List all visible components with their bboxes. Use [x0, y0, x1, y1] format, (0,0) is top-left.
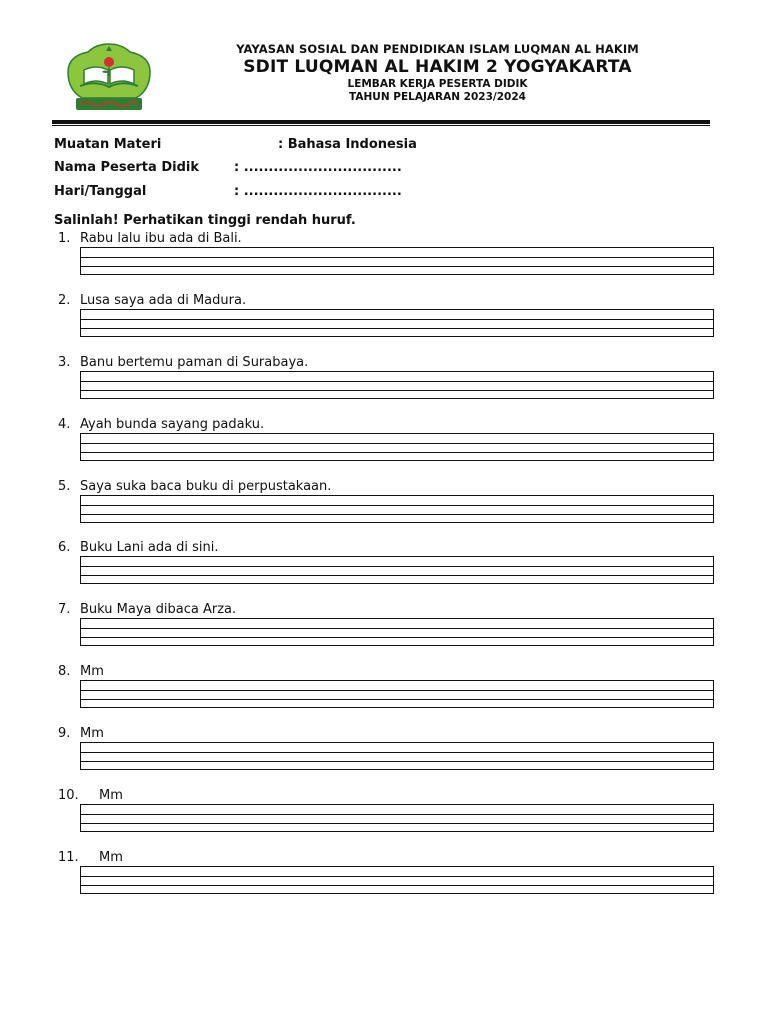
item-number: 3.	[58, 355, 71, 370]
writing-lines[interactable]	[80, 742, 714, 770]
worksheet-title: LEMBAR KERJA PESERTA DIDIK	[347, 78, 528, 90]
exercise-item	[0, 231, 768, 291]
writing-lines[interactable]	[80, 309, 714, 337]
item-number: 2.	[58, 293, 71, 308]
exercise-item	[0, 355, 768, 415]
header-divider-thin	[52, 125, 710, 126]
item-number: 5.	[58, 479, 71, 494]
writing-lines[interactable]	[80, 433, 714, 461]
writing-lines[interactable]	[80, 618, 714, 646]
exercise-item	[0, 602, 768, 662]
writing-lines[interactable]	[80, 804, 714, 832]
school-logo-icon	[62, 42, 156, 114]
writing-lines[interactable]	[80, 556, 714, 584]
item-text: Mm	[80, 726, 104, 741]
exercise-item	[0, 850, 768, 910]
field-label: Hari/Tanggal	[54, 184, 147, 199]
item-text: Buku Maya dibaca Arza.	[80, 602, 237, 617]
item-text: Mm	[80, 664, 104, 679]
instruction-text: Salinlah! Perhatikan tinggi rendah huruf.	[54, 213, 356, 228]
writing-lines[interactable]	[80, 371, 714, 399]
item-text: Buku Lani ada di sini.	[80, 540, 219, 555]
field-value: : Bahasa Indonesia	[278, 137, 417, 152]
school-name: SDIT LUQMAN AL HAKIM 2 YOGYAKARTA	[243, 57, 632, 77]
item-number: 9.	[58, 726, 71, 741]
item-text: Lusa saya ada di Madura.	[80, 293, 247, 308]
item-number: 7.	[58, 602, 71, 617]
item-number: 8.	[58, 664, 71, 679]
writing-lines[interactable]	[80, 247, 714, 275]
document-header	[175, 42, 700, 104]
item-number: 10.	[58, 788, 79, 803]
exercise-item	[0, 726, 768, 786]
header-divider	[52, 120, 710, 124]
field-value[interactable]: : ................................	[234, 184, 402, 199]
field-label: Muatan Materi	[54, 137, 162, 152]
exercise-item	[0, 540, 768, 600]
exercise-item	[0, 479, 768, 539]
item-number: 4.	[58, 417, 71, 432]
writing-lines[interactable]	[80, 680, 714, 708]
writing-lines[interactable]	[80, 495, 714, 523]
exercise-item	[0, 788, 768, 848]
item-text: Mm	[99, 788, 123, 803]
exercise-item	[0, 293, 768, 353]
item-text: Banu bertemu paman di Surabaya.	[80, 355, 309, 370]
exercise-item	[0, 417, 768, 477]
writing-lines[interactable]	[80, 866, 714, 894]
foundation-name: YAYASAN SOSIAL DAN PENDIDIKAN ISLAM LUQMAN AL HAKIM	[236, 42, 639, 56]
item-number: 1.	[58, 231, 71, 246]
item-text: Ayah bunda sayang padaku.	[80, 417, 265, 432]
item-text: Rabu lalu ibu ada di Bali.	[80, 231, 242, 246]
field-value[interactable]: : ................................	[234, 160, 402, 175]
item-number: 6.	[58, 540, 71, 555]
item-text: Mm	[99, 850, 123, 865]
item-number: 11.	[58, 850, 79, 865]
item-text: Saya suka baca buku di perpustakaan.	[80, 479, 332, 494]
exercise-item	[0, 664, 768, 724]
field-label: Nama Peserta Didik	[54, 160, 199, 175]
academic-year: TAHUN PELAJARAN 2023/2024	[349, 91, 526, 103]
